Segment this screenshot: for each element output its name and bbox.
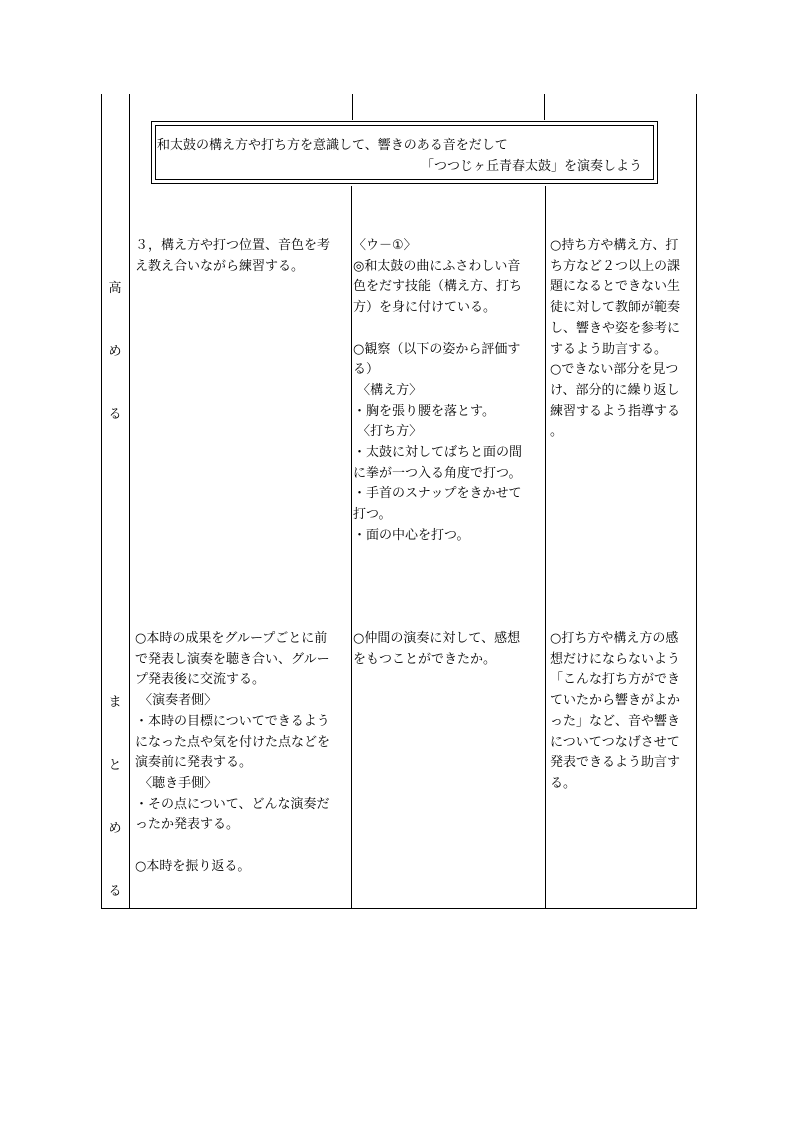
phase-char: る	[108, 884, 122, 899]
column-divider-2-upper	[352, 94, 353, 120]
phase-char: め	[108, 821, 122, 836]
phase-label-matomeru	[107, 650, 123, 923]
goal-line-2: 「つつじヶ丘青春太鼓」を演奏しよう	[420, 159, 642, 174]
activity-text-takameru: ３，構え方や打つ位置、音色を考 え教え合いながら練習する。	[135, 238, 331, 274]
activity-text-matomeru: ○本時の成果をグループごとに前 で発表し演奏を聴き合い、グルー プ発表後に交流する。 〈演奏者側〉 ・本時の目標についてできるよう になった点や気を付けた点などを 演奏前に発表する。 〈聴き手側〉 ・その点について、どんな演奏だ ったか発表する。 ○本時を振り返る。	[135, 631, 331, 874]
phase-label-takameru	[107, 236, 123, 446]
phase-char: め	[108, 344, 122, 359]
phase-char: 高	[108, 281, 122, 296]
phase-char: る	[108, 407, 122, 422]
phase-char: と	[108, 758, 122, 773]
column-divider-2-lower	[351, 186, 352, 909]
table-bottom-border	[101, 908, 697, 909]
support-text-takameru: ○持ち方や構え方、打 ち方など２つ以上の課 題になるとできない生 徒に対して教師が範奏 し、響きや姿を参考に するよう助言する。 ○できない部分を見つ け、部分的に繰り返し 練習するよう指導する 。	[550, 238, 681, 440]
table-right-border	[696, 94, 697, 909]
goal-line-1: 和太鼓の構え方や打ち方を意識して、響きのある音をだして	[157, 138, 508, 153]
table-left-border	[101, 94, 102, 909]
evaluation-text-takameru: 〈ウ－①〉 ◎和太鼓の曲にふさわしい音 色をだす技能（構え方、打ち 方）を身に付けている。 ○観察（以下の姿から評価す る） 〈構え方〉 ・胸を張り腰を落とす。 〈打ち方〉 ・太鼓に対してばちと面の間 に拳が一つ入る角度で打つ。 ・手首のスナップをきかせて 打つ。 ・面の中心を打つ。	[353, 238, 523, 543]
column-divider-1	[129, 94, 130, 909]
column-divider-3-lower	[545, 186, 546, 909]
support-text-matomeru: ○打ち方や構え方の感 想だけにならないよう 「こんな打ち方ができ ていたから響きがよか った」など、音や響き についてつなげさせて 発表できるよう助言す る。	[550, 631, 681, 791]
column-divider-3-upper	[544, 94, 545, 120]
evaluation-text-matomeru: ○仲間の演奏に対して、感想 をもつことができたか。	[353, 631, 521, 667]
phase-char: ま	[108, 695, 122, 710]
